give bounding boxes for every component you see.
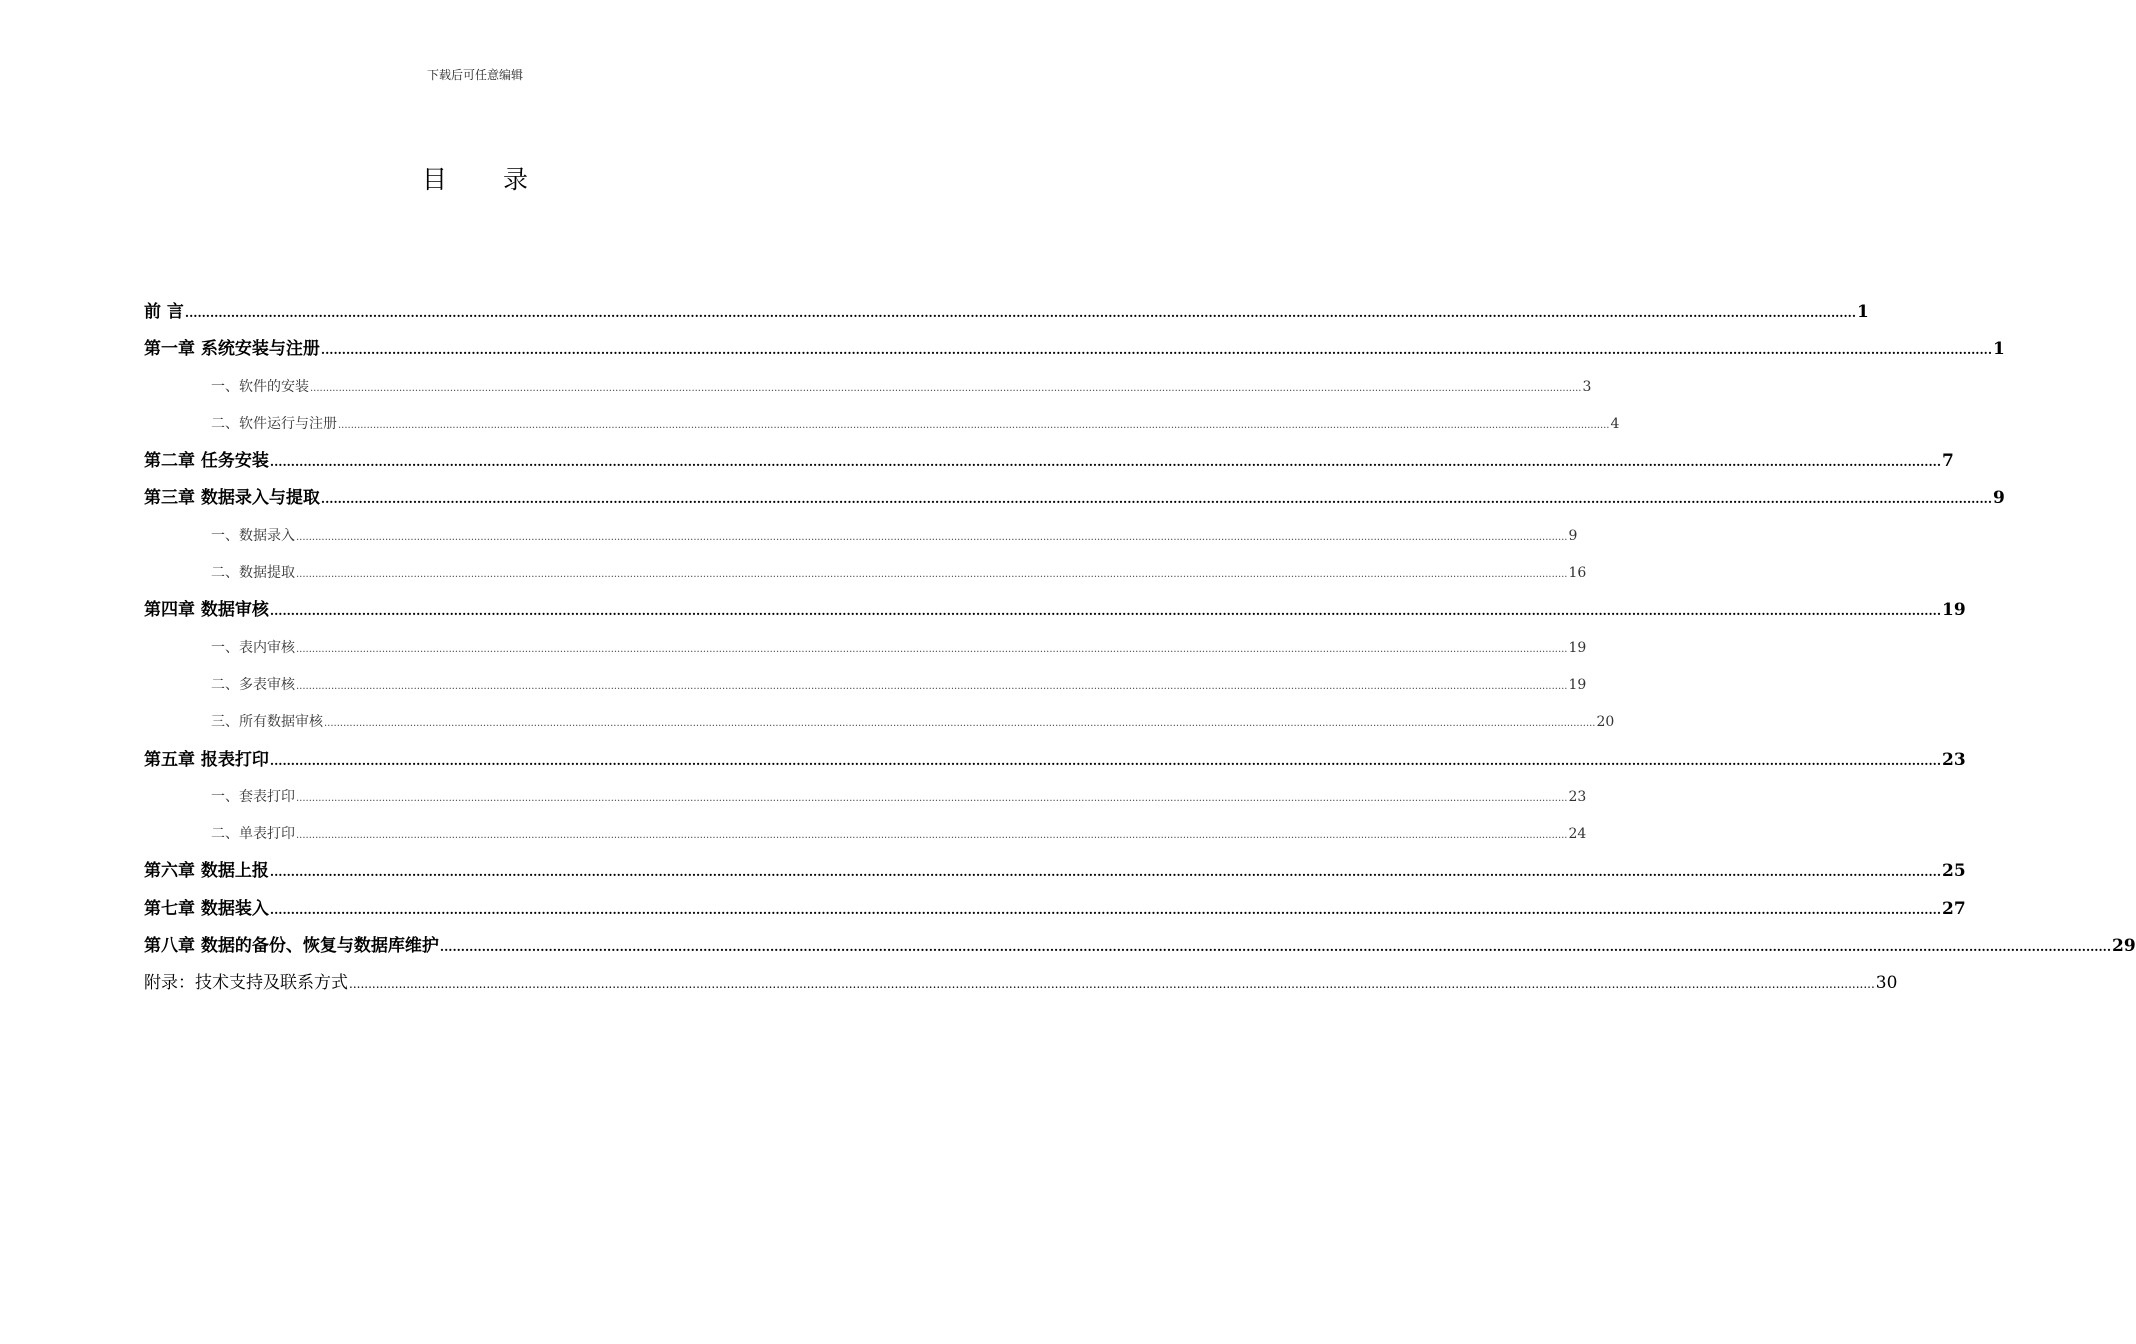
toc-entry-page: 1 bbox=[1993, 339, 2005, 360]
toc-entry[interactable] bbox=[144, 742, 1966, 779]
toc-entry-label: 第八章 数据的备份、恢复与数据库维护 bbox=[144, 936, 439, 957]
toc-entry-label: 第七章 数据装入 bbox=[144, 898, 269, 919]
toc-entry[interactable] bbox=[144, 592, 1966, 629]
toc-entry-page: 4 bbox=[1610, 415, 1620, 432]
toc-entry[interactable] bbox=[144, 630, 1587, 667]
toc-entry-page: 3 bbox=[1582, 378, 1592, 395]
toc-entry-page: 16 bbox=[1568, 565, 1587, 582]
toc-entry[interactable] bbox=[144, 294, 1869, 331]
toc-dot-leader: ................................................................................................................................................................................................................................................................................................................................................................................................................ bbox=[269, 604, 1942, 619]
toc-entry-page: 23 bbox=[1942, 749, 1966, 770]
toc-entry-page: 23 bbox=[1568, 788, 1587, 805]
toc-entry-page: 29 bbox=[2112, 936, 2136, 957]
toc-entry-label: 一、套表打印 bbox=[211, 788, 295, 805]
toc-entry-page: 1 bbox=[1857, 302, 1869, 322]
toc-entry-label: 二、单表打印 bbox=[211, 826, 295, 843]
toc-dot-leader: ................................................................................................................................................................................................................................................................................................................................................................................................................ bbox=[320, 343, 1993, 358]
toc-entry-label: 第四章 数据审核 bbox=[144, 600, 269, 621]
toc-dot-leader: ................................................................................................................................................................................................................................................................................................................................................................................................................ bbox=[296, 792, 1568, 804]
toc-dot-leader: ................................................................................................................................................................................................................................................................................................................................................................................................................ bbox=[296, 643, 1568, 655]
toc-entry-label: 一、表内审核 bbox=[211, 639, 295, 656]
toc-entry-label: 附录：技术支持及联系方式 bbox=[144, 973, 348, 994]
toc-entry[interactable] bbox=[144, 443, 1954, 480]
toc-entry-label: 一、软件的安装 bbox=[211, 378, 309, 395]
toc-dot-leader: ................................................................................................................................................................................................................................................................................................................................................................................................................ bbox=[269, 753, 1942, 768]
toc-entry-page: 20 bbox=[1596, 714, 1615, 731]
toc-entry[interactable] bbox=[144, 891, 1966, 928]
toc-dot-leader: ................................................................................................................................................................................................................................................................................................................................................................................................................ bbox=[296, 830, 1568, 842]
toc-entry[interactable] bbox=[144, 704, 1615, 741]
toc-entry-page: 7 bbox=[1942, 451, 1954, 472]
toc-dot-leader: ................................................................................................................................................................................................................................................................................................................................................................................................................ bbox=[349, 977, 1875, 992]
toc-entry-label: 第二章 任务安装 bbox=[144, 451, 269, 472]
table-of-contents bbox=[144, 294, 2136, 1003]
toc-entry[interactable] bbox=[144, 667, 1587, 704]
toc-entry-label: 二、多表审核 bbox=[211, 676, 295, 693]
toc-entry-page: 19 bbox=[1568, 676, 1587, 693]
toc-entry-label: 二、数据提取 bbox=[211, 565, 295, 582]
toc-entry-label: 前 言 bbox=[144, 302, 184, 322]
toc-entry-page: 19 bbox=[1568, 639, 1587, 656]
page-header-note: 下载后可任意编辑 bbox=[426, 68, 523, 82]
toc-entry-label: 第五章 报表打印 bbox=[144, 749, 269, 770]
toc-entry-page: 19 bbox=[1942, 600, 1966, 621]
toc-title: 目 录 bbox=[422, 165, 552, 194]
toc-dot-leader: ................................................................................................................................................................................................................................................................................................................................................................................................................ bbox=[269, 865, 1942, 880]
toc-dot-leader: ................................................................................................................................................................................................................................................................................................................................................................................................................ bbox=[324, 718, 1596, 730]
toc-entry-page: 9 bbox=[1568, 527, 1578, 544]
toc-dot-leader: ................................................................................................................................................................................................................................................................................................................................................................................................................ bbox=[439, 940, 2112, 955]
toc-dot-leader: ................................................................................................................................................................................................................................................................................................................................................................................................................ bbox=[310, 382, 1582, 394]
toc-dot-leader: ................................................................................................................................................................................................................................................................................................................................................................................................................ bbox=[296, 569, 1568, 581]
toc-dot-leader: ................................................................................................................................................................................................................................................................................................................................................................................................................ bbox=[296, 531, 1568, 543]
toc-entry[interactable] bbox=[144, 480, 2005, 517]
toc-entry[interactable] bbox=[144, 853, 1966, 890]
toc-entry-page: 25 bbox=[1942, 861, 1966, 882]
toc-entry[interactable] bbox=[144, 779, 1587, 816]
toc-entry-page: 24 bbox=[1568, 826, 1587, 843]
toc-entry[interactable] bbox=[144, 406, 1620, 443]
toc-dot-leader: ................................................................................................................................................................................................................................................................................................................................................................................................................ bbox=[338, 419, 1610, 431]
toc-entry-label: 第一章 系统安装与注册 bbox=[144, 339, 320, 360]
toc-entry[interactable] bbox=[144, 518, 1578, 555]
toc-entry[interactable] bbox=[144, 555, 1587, 592]
toc-entry-page: 9 bbox=[1993, 488, 2005, 509]
toc-entry[interactable] bbox=[144, 816, 1587, 853]
toc-entry[interactable] bbox=[144, 369, 1592, 406]
toc-entry-label: 二、软件运行与注册 bbox=[211, 415, 337, 432]
toc-entry-page: 27 bbox=[1942, 898, 1966, 919]
toc-dot-leader: ................................................................................................................................................................................................................................................................................................................................................................................................................ bbox=[184, 306, 1857, 320]
toc-entry-label: 三、所有数据审核 bbox=[211, 714, 323, 731]
toc-dot-leader: ................................................................................................................................................................................................................................................................................................................................................................................................................ bbox=[269, 902, 1942, 917]
toc-entry[interactable] bbox=[144, 928, 2136, 965]
toc-entry-label: 一、数据录入 bbox=[211, 527, 295, 544]
toc-entry-label: 第三章 数据录入与提取 bbox=[144, 488, 320, 509]
toc-entry-label: 第六章 数据上报 bbox=[144, 861, 269, 882]
toc-dot-leader: ................................................................................................................................................................................................................................................................................................................................................................................................................ bbox=[269, 455, 1942, 470]
toc-entry-page: 30 bbox=[1875, 973, 1898, 994]
toc-dot-leader: ................................................................................................................................................................................................................................................................................................................................................................................................................ bbox=[296, 680, 1568, 692]
toc-entry[interactable] bbox=[144, 965, 1898, 1002]
toc-dot-leader: ................................................................................................................................................................................................................................................................................................................................................................................................................ bbox=[320, 492, 1993, 507]
toc-entry[interactable] bbox=[144, 331, 2005, 368]
